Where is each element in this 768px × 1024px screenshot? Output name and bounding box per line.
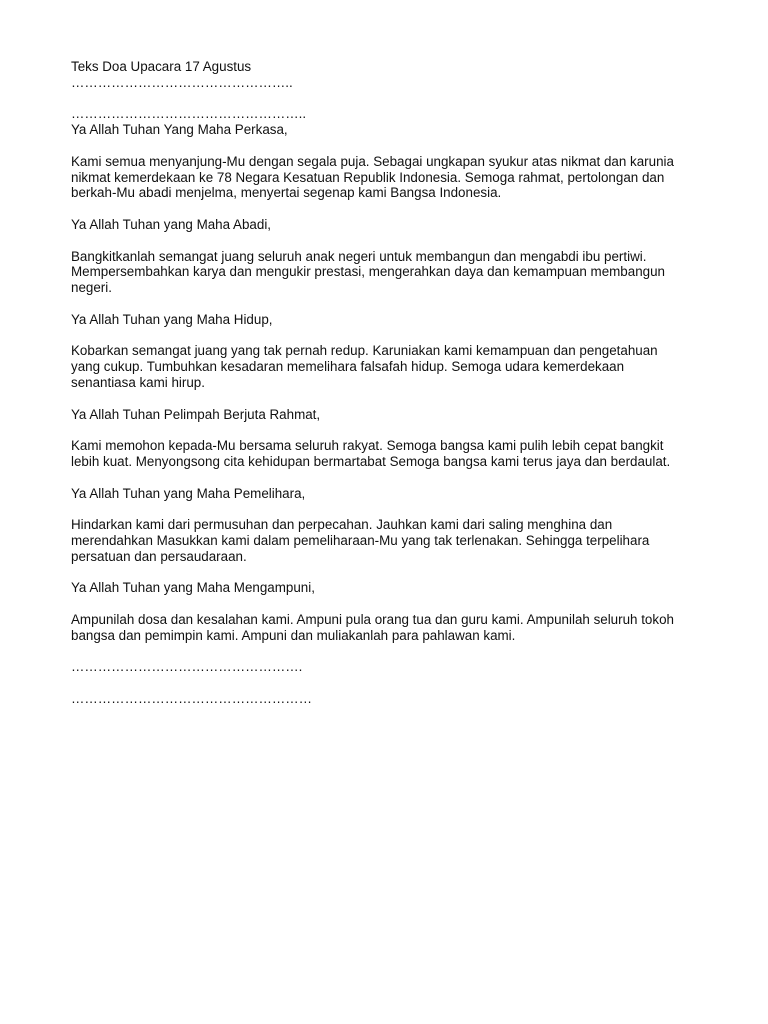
salutation-mengampuni: Ya Allah Tuhan yang Maha Mengampuni, [71,580,315,596]
salutation-pemelihara: Ya Allah Tuhan yang Maha Pemelihara, [71,485,306,501]
spacer [71,470,711,486]
salutation-hidup: Ya Allah Tuhan yang Maha Hidup, [71,311,273,327]
paragraph-6: Ampunilah dosa dan kesalahan kami. Ampuni pula orang tua dan guru kami. Ampunilah seluruh tokoh bangsa dan pemimpin kami. Ampuni dan muliakanlah para pahlawan kami. [71,611,674,643]
dots-line-bottom-2: ……………………………………………… [71,690,313,706]
dots-line-top-1: ………………………………………….. [71,74,293,90]
spacer [71,201,711,217]
spacer [71,565,711,581]
dots-line-top-2: …………………………………………….. [71,106,307,122]
salutation-perkasa: Ya Allah Tuhan Yang Maha Perkasa, [71,122,288,138]
paragraph-1: Kami semua menyanjung-Mu dengan segala puja. Sebagai ungkapan syukur atas nikmat dan karunia nikmat kemerdekaan ke 78 Negara Kesatuan Republik Indonesia. Semoga rahmat, pertolongan dan berkah-Mu abadi menjelma, menyertai segenap kami Bangsa Indonesia. [71,153,674,201]
spacer [71,675,711,691]
paragraph-5: Hindarkan kami dari permusuhan dan perpecahan. Jauhkan kami dari saling menghina dan merendahkan Masukkan kami dalam pemeliharaan-Mu yang tak terlenakan. Sehingga terpelihara persatuan dan persaudaraan. [71,517,650,564]
spacer [71,643,711,659]
paragraph-2: Bangkitkanlah semangat juang seluruh anak negeri untuk membangun dan mengabdi ibu pertiwi. Mempersembahkan karya dan mengukir prestasi, mengerahkan daya dan kemampuan membangun negeri. [71,248,665,296]
paragraph-4: Kami memohon kepada-Mu bersama seluruh rakyat. Semoga bangsa kami pulih lebih cepat bangkit lebih kuat. Menyongsong cita kehidupan bermartabat Semoga bangsa kami terus jaya dan berdaulat. [71,438,671,469]
spacer [71,138,711,154]
spacer [71,391,711,407]
spacer [71,596,711,612]
spacer [71,296,711,312]
spacer [71,422,711,438]
spacer [71,91,711,107]
document-page [71,59,711,707]
salutation-rahmat: Ya Allah Tuhan Pelimpah Berjuta Rahmat, [71,406,321,422]
dots-line-bottom-1: ……………………………………………. [71,659,303,675]
spacer [71,233,711,249]
spacer [71,328,711,344]
salutation-abadi: Ya Allah Tuhan yang Maha Abadi, [71,216,272,232]
document-title: Teks Doa Upacara 17 Agustus [71,59,252,74]
paragraph-3: Kobarkan semangat juang yang tak pernah redup. Karuniakan kami kemampuan dan pengetahuan yang cukup. Tumbuhkan kesadaran memelihara falsafah hidup. Semoga udara kemerdekaan senantiasa kami hirup. [71,343,658,390]
spacer [71,501,711,517]
